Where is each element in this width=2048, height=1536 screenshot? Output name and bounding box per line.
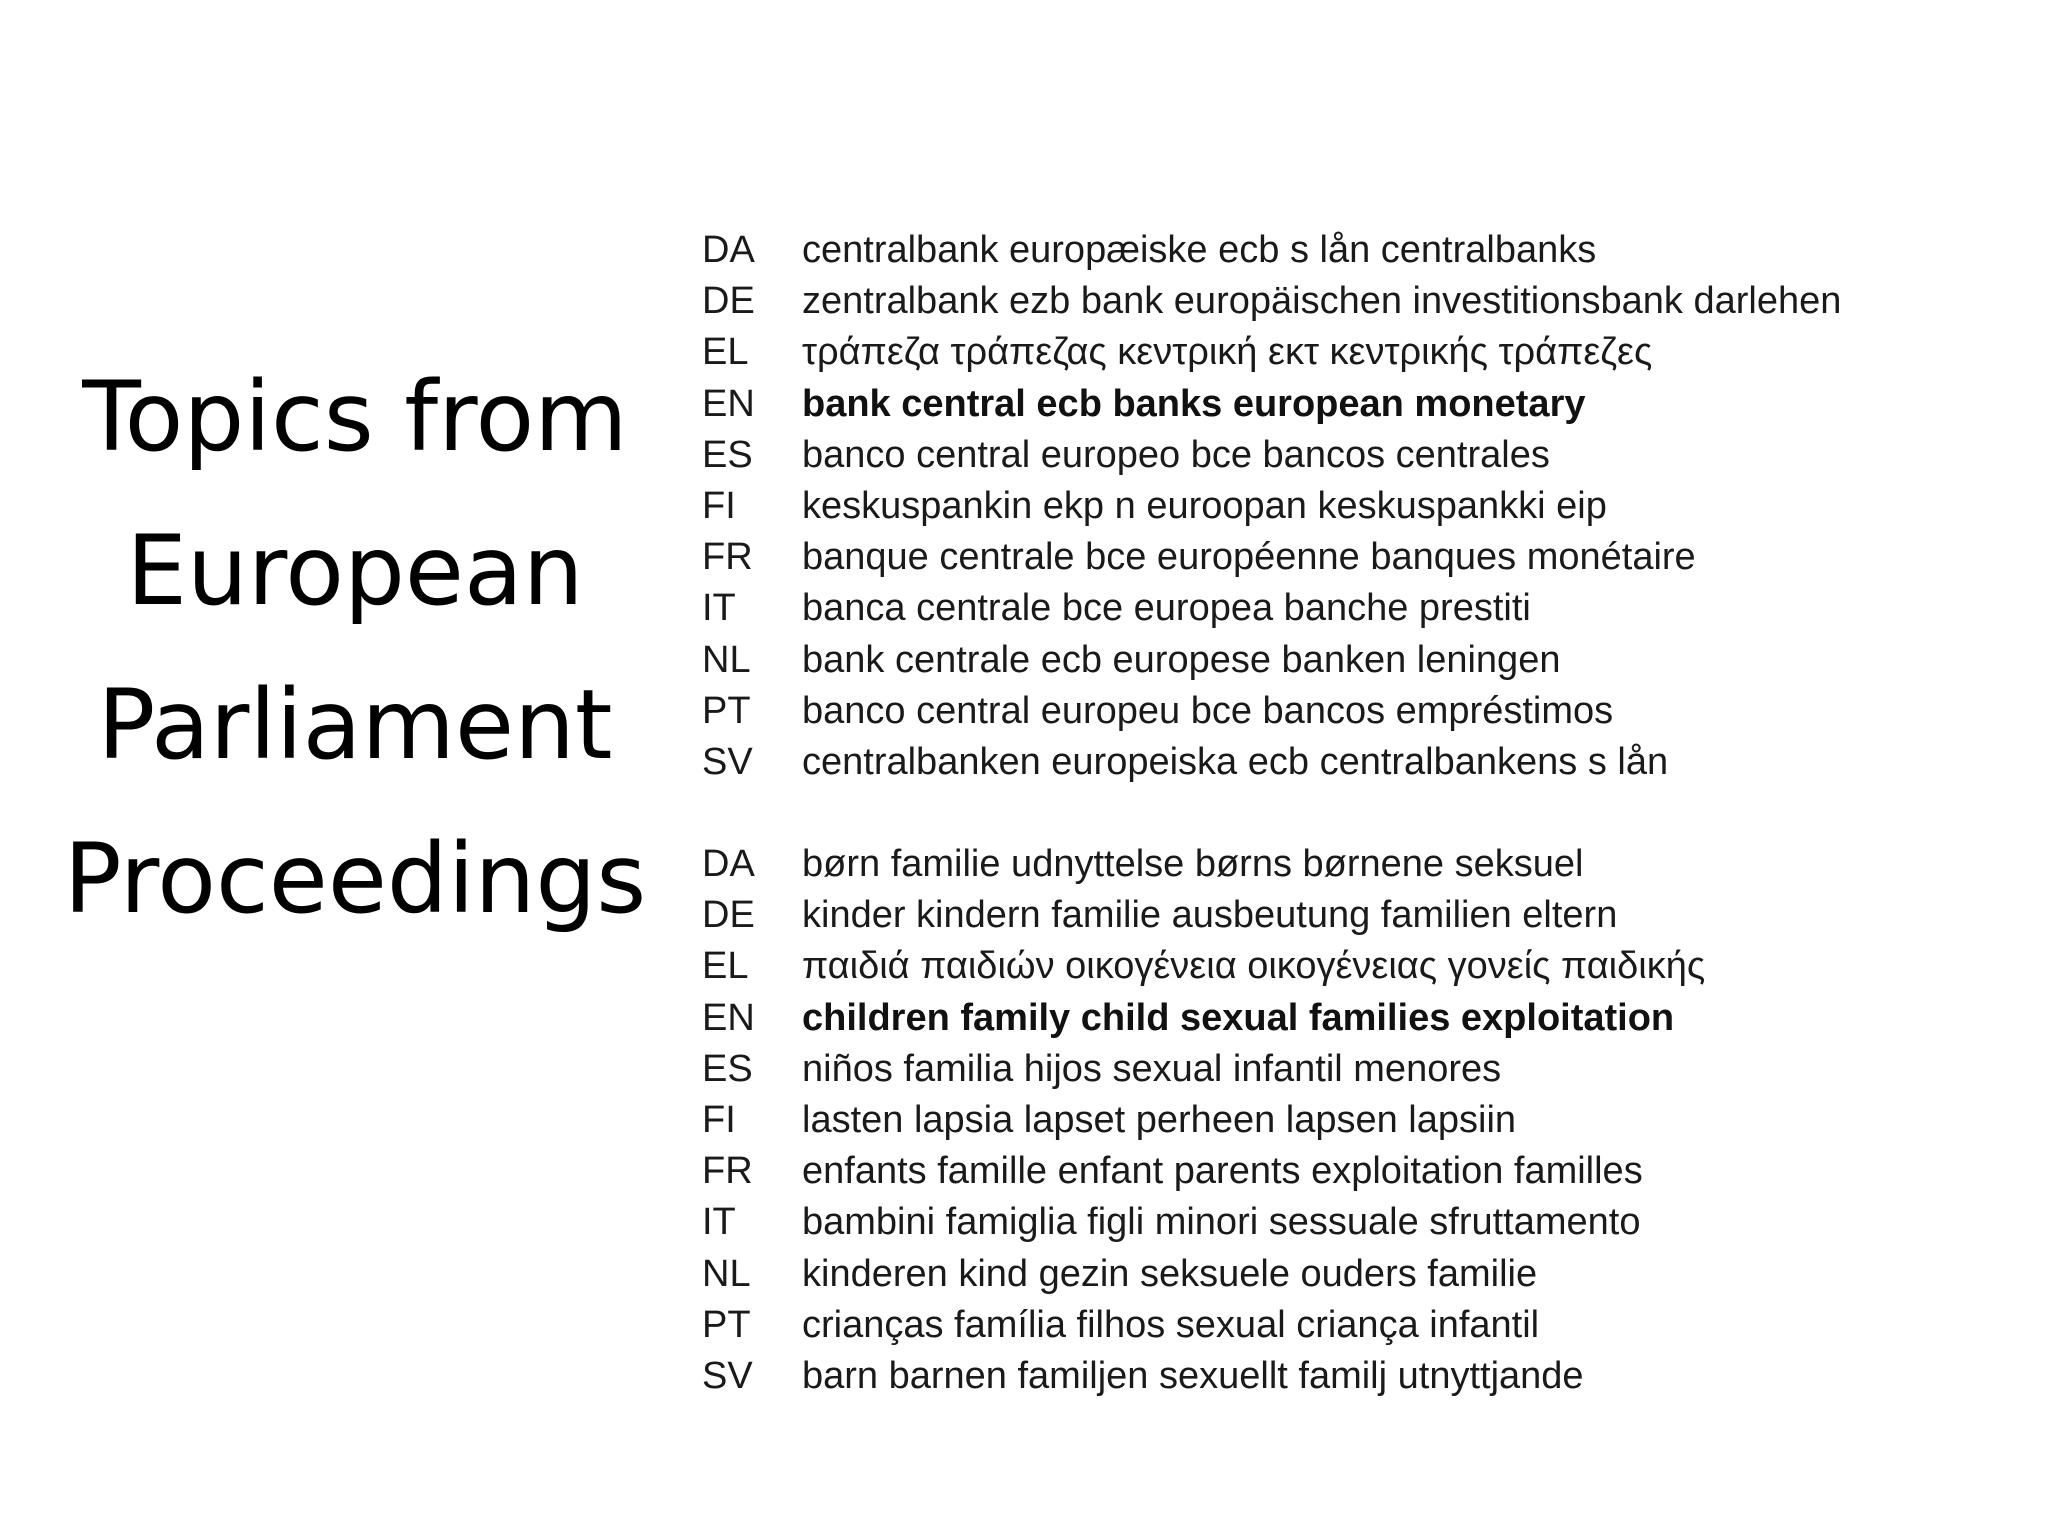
topic-row (702, 1044, 1841, 1095)
topic-table-children-family (702, 839, 1841, 1402)
topic-row (702, 941, 1841, 992)
topic-row (702, 635, 1841, 686)
topic-row-english (702, 379, 1841, 430)
topic-words: bank centrale ecb europese banken leningen (802, 638, 1561, 681)
topic-words: banque centrale bce européenne banques monétaire (802, 536, 1696, 579)
topics-figure (702, 225, 1841, 1402)
topic-words: children family child sexual families exploitation (802, 996, 1675, 1039)
topic-row (702, 839, 1841, 890)
topic-words: crianças família filhos sexual criança infantil (802, 1303, 1540, 1346)
topic-words: keskuspankin ekp n euroopan keskuspankki eip (802, 484, 1607, 527)
language-code: SV (702, 1354, 753, 1397)
topic-words: kinder kindern familie ausbeutung familien eltern (802, 894, 1618, 937)
topic-words: τράπεζα τράπεζας κεντρική εκτ κεντρικής τράπεζες (802, 331, 1653, 374)
topic-row (702, 583, 1841, 634)
topic-row (702, 1095, 1841, 1146)
topic-words: lasten lapsia lapset perheen lapsen lapsiin (802, 1099, 1517, 1141)
language-code: PT (702, 689, 751, 732)
topic-row (702, 1197, 1841, 1248)
topic-row (702, 327, 1841, 378)
language-code: FI (702, 484, 736, 527)
topic-row-english (702, 993, 1841, 1044)
topic-table-central-bank (702, 225, 1841, 788)
topic-row (702, 430, 1841, 481)
title-line: Topics from (82, 361, 628, 473)
topic-words: niños familia hijos sexual infantil menores (802, 1047, 1502, 1090)
language-code: DE (702, 280, 755, 323)
topic-row (702, 276, 1841, 327)
topic-words: banco central europeu bce bancos empréstimos (802, 689, 1614, 732)
title-line: Proceedings (63, 823, 647, 935)
topic-words: παιδιά παιδιών οικογένεια οικογένειας γονείς παιδικής (802, 945, 1706, 988)
topic-words: barn barnen familjen sexuellt familj utnyttjande (802, 1354, 1584, 1397)
language-code: FR (702, 1150, 753, 1193)
topic-row (702, 1300, 1841, 1351)
language-code: EN (702, 382, 755, 425)
language-code: FR (702, 536, 753, 579)
topic-words: kinderen kind gezin seksuele ouders familie (802, 1252, 1538, 1295)
language-code: NL (702, 638, 751, 681)
topic-row (702, 1146, 1841, 1197)
topic-words: centralbanken europeiska ecb centralbankens s lån (802, 740, 1669, 783)
title-line: European (126, 515, 584, 627)
topic-words: centralbank europæiske ecb s lån centralbanks (802, 229, 1597, 271)
language-code: PT (702, 1303, 751, 1346)
language-code: ES (702, 433, 753, 476)
topic-row (702, 890, 1841, 941)
language-code: EN (702, 996, 755, 1039)
topic-row (702, 532, 1841, 583)
language-code: SV (702, 740, 753, 783)
topic-words: banca centrale bce europea banche prestiti (802, 587, 1531, 630)
topic-row (702, 737, 1841, 788)
language-code: DA (702, 229, 755, 271)
language-code: IT (702, 1201, 736, 1244)
topic-words: banco central europeo bce bancos centrales (802, 433, 1550, 476)
title-line: Parliament (97, 669, 613, 781)
topic-words: bambini famiglia figli minori sessuale sfruttamento (802, 1201, 1641, 1244)
topic-words: bank central ecb banks european monetary (802, 382, 1586, 425)
topic-words: zentralbank ezb bank europäischen investitionsbank darlehen (802, 280, 1842, 323)
language-code: DA (702, 843, 755, 886)
topic-row (702, 1351, 1841, 1402)
language-code: FI (702, 1099, 736, 1141)
language-code: ES (702, 1047, 753, 1090)
topic-row (702, 686, 1841, 737)
language-code: IT (702, 587, 736, 630)
language-code: DE (702, 894, 755, 937)
topic-row (702, 481, 1841, 532)
language-code: EL (702, 945, 749, 988)
language-code: NL (702, 1252, 751, 1295)
topic-row (702, 225, 1841, 276)
language-code: EL (702, 331, 749, 374)
topic-words: enfants famille enfant parents exploitation familles (802, 1150, 1643, 1193)
topic-row (702, 1249, 1841, 1300)
topic-words: børn familie udnyttelse børns børnene seksuel (802, 843, 1584, 886)
slide-title (20, 340, 690, 956)
